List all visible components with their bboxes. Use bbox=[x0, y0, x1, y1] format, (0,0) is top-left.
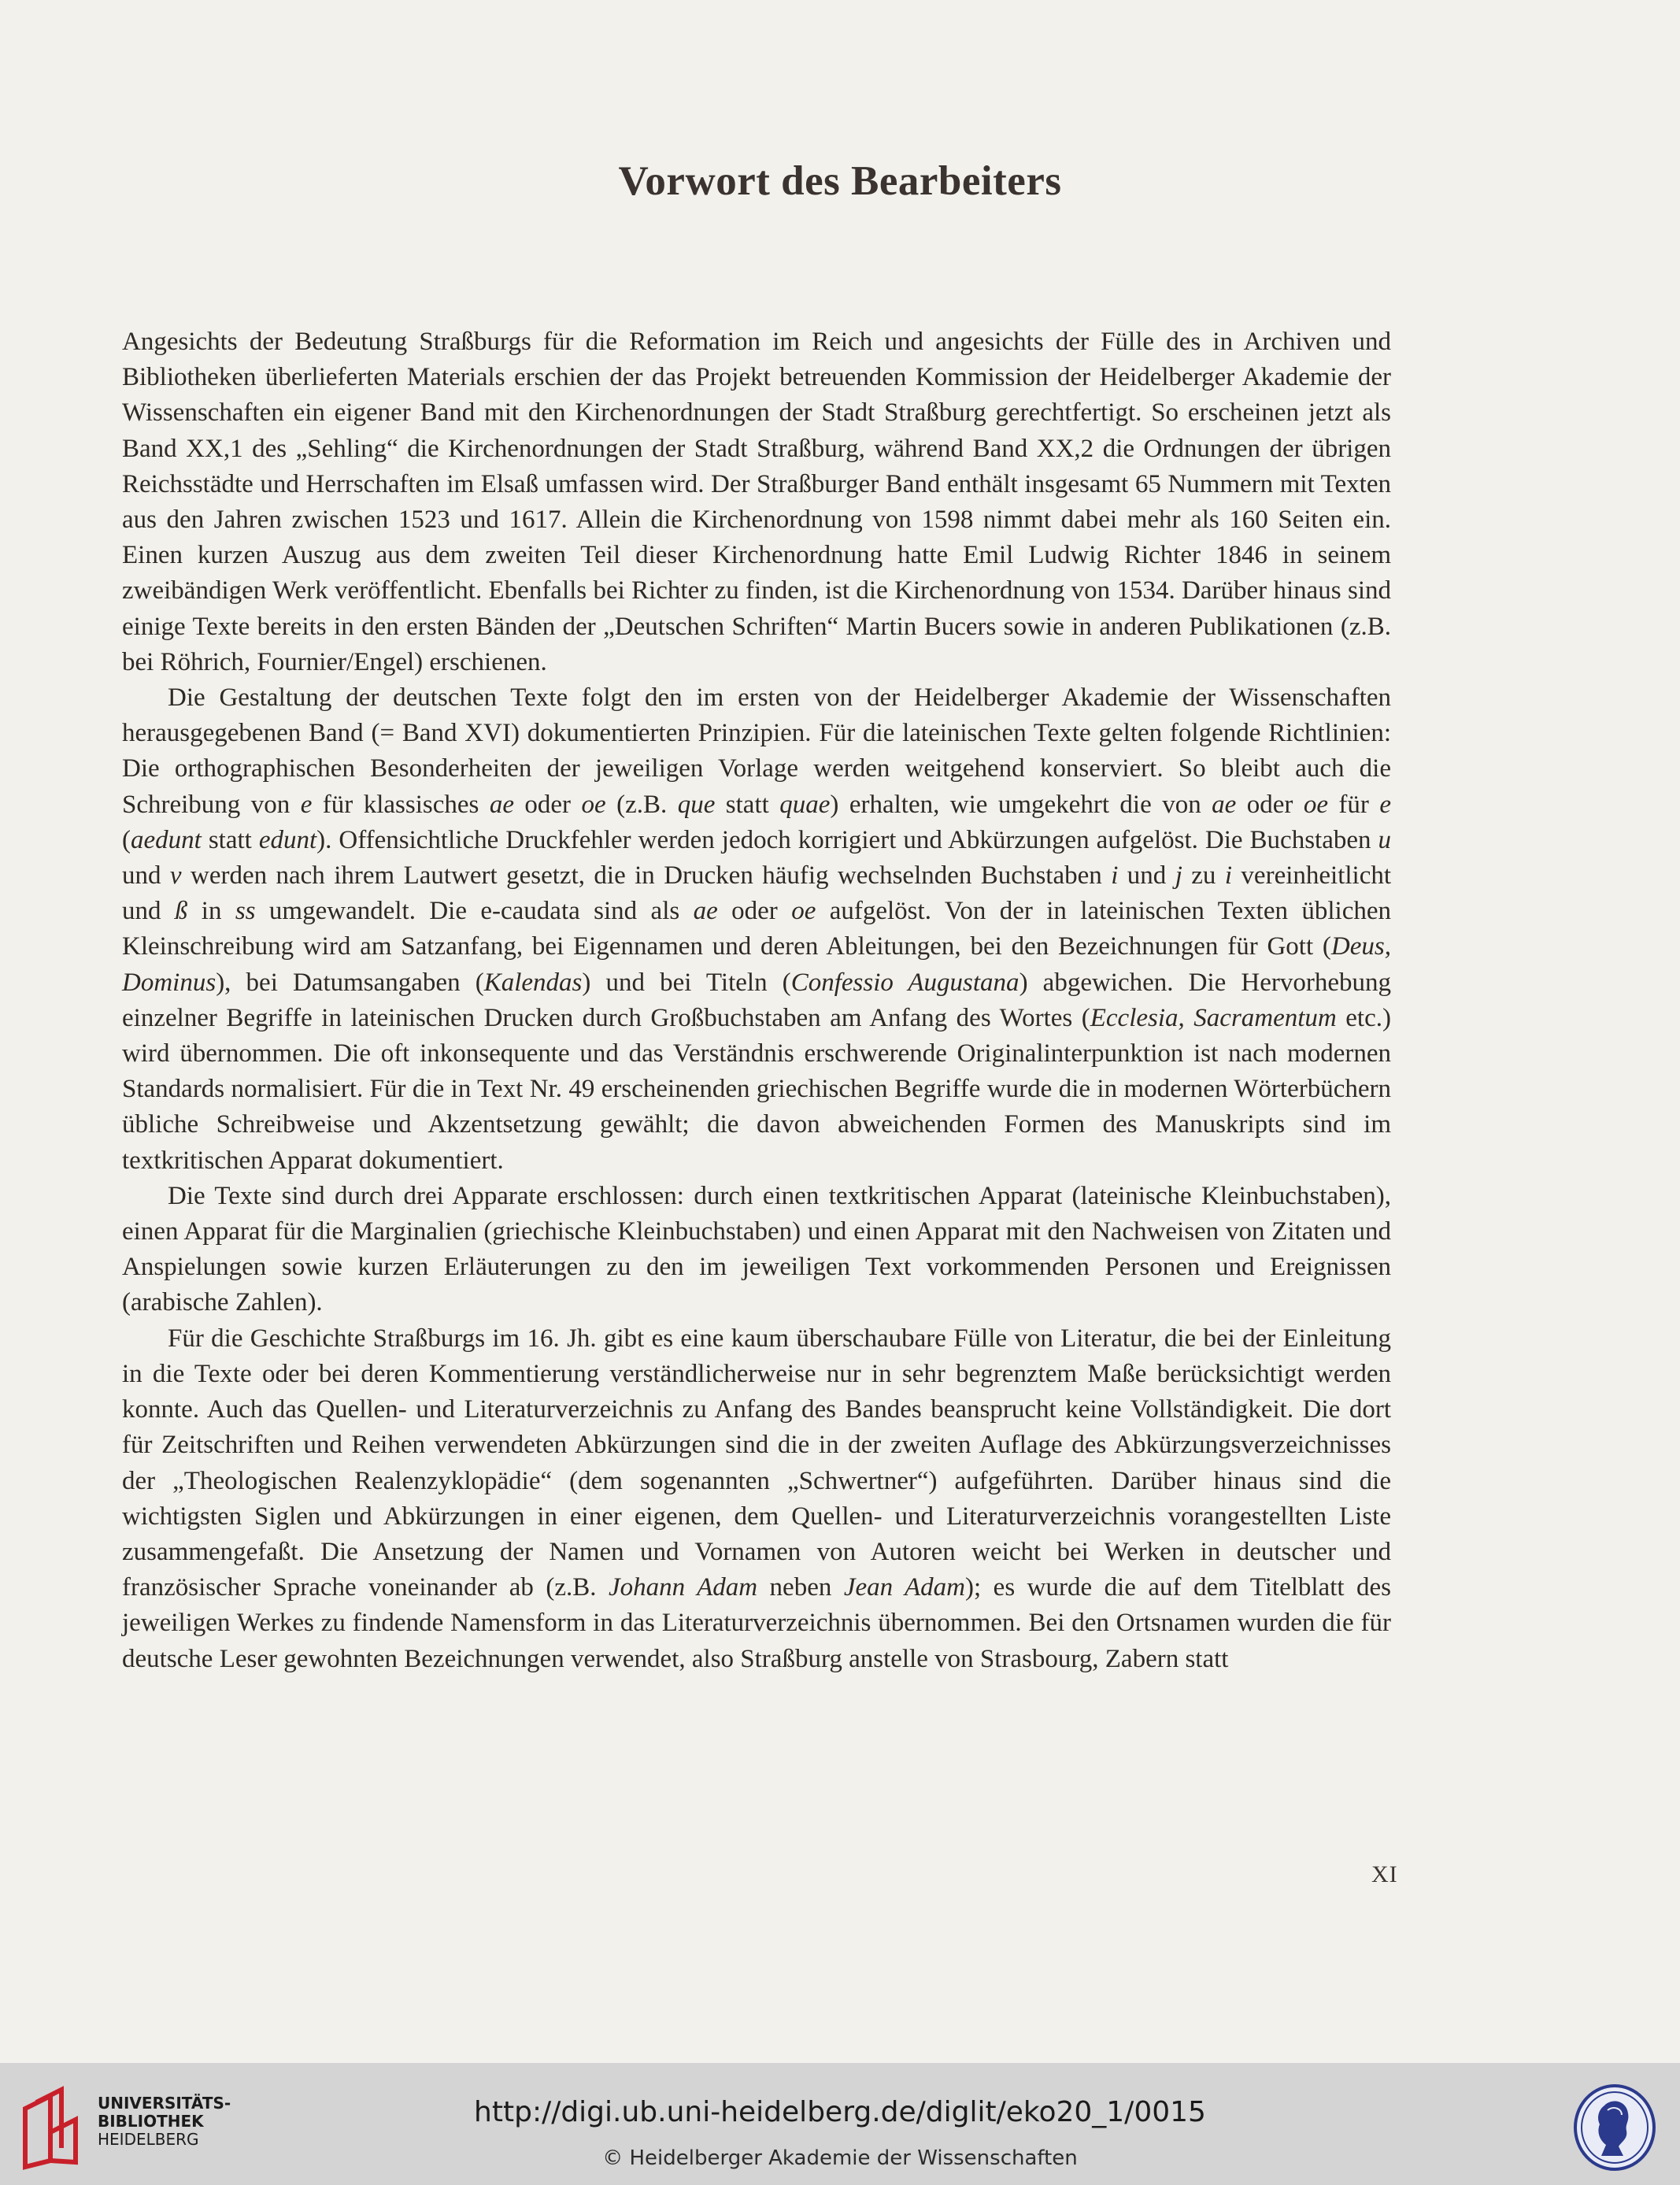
text-run: aufgelöst. Von der in lateinischen Texten üblichen Kleinschreibung wird am Satzanfang, bei Eigennamen und deren Ableitungen, bei den Bezeichnungen für Gott ( bbox=[122, 897, 1392, 961]
page-number: XI bbox=[1371, 1861, 1398, 1887]
text-run: statt bbox=[201, 825, 259, 854]
copyright-notice: © Heidelberger Akademie der Wissenschaften bbox=[602, 2146, 1078, 2170]
text-run: ) und bei Titeln ( bbox=[582, 968, 791, 997]
text-run: ). Offensichtliche Druckfehler werden jedoch korrigiert und Abkürzungen aufgelöst. Die Buchstaben bbox=[316, 825, 1378, 854]
text-run: ) abgewichen. Die Hervorhebung einzelner Begriffe in lateinischen Drucken durch Großbuchstaben am Anfang des Wortes ( bbox=[122, 968, 1391, 1032]
italic-term: ss bbox=[235, 897, 256, 926]
italic-term: ae bbox=[489, 790, 514, 819]
text-run: Die Texte sind durch drei Apparate erschlossen: durch einen textkritischen Apparat (lateinische Kleinbuchstaben), einen Apparat für die Marginalien (griechische Kleinbuchstaben) und einen Apparat mit den Nachweisen von Zitaten und Anspielungen sowie kurzen Erläuterungen zu den im jeweiligen Text vorkommenden Personen und Ereignissen (arabische Zahlen). bbox=[122, 1181, 1391, 1317]
italic-term: quae bbox=[779, 790, 831, 819]
university-seal-icon[interactable] bbox=[1573, 2083, 1656, 2172]
body-paragraph bbox=[122, 1321, 1391, 1677]
text-run: oder bbox=[1236, 790, 1304, 819]
italic-term: oe bbox=[791, 897, 816, 926]
text-run: in bbox=[187, 897, 235, 926]
text-run: oder bbox=[513, 790, 582, 819]
italic-term: oe bbox=[581, 790, 606, 819]
text-run: Angesichts der Bedeutung Straßburgs für die Reformation im Reich und angesichts der Fülle des in Archiven und Bibliotheken überlieferten Materials erschien der das Projekt betreuenden Kommission der Heidelberger Akademie der Wissenschaften ein eigener Band mit den Kirchenordnungen der Stadt Straßburg gerechtfertigt. So erscheinen jetzt als Band XX,1 des „Sehling“ die Kirchenordnungen der Stadt Straßburg, während Band XX,2 die Ordnungen der übrigen Reichsstädte und Herrschaften im Elsaß umfassen wird. Der Straßburger Band enthält insgesamt 65 Nummern mit Texten aus den Jahren zwischen 1523 und 1617. Allein die Kirchenordnung von 1598 nimmt dabei mehr als 160 Seiten ein. Einen kurzen Auszug aus dem zweiten Teil dieser Kirchenordnung hatte Emil Ludwig Richter 1846 in seinem zweibändigen Werk veröffentlicht. Ebenfalls bei Richter zu finden, ist die Kirchenordnung von 1534. Darüber hinaus sind einige Texte bereits in den ersten Bänden der „Deutschen Schriften“ Martin Bucers sowie in anderen Publikationen (z.B. bei Röhrich, Fournier/Engel) erschienen. bbox=[122, 328, 1391, 676]
text-run: ) erhalten, wie umgekehrt die von bbox=[830, 790, 1212, 819]
text-run: neben bbox=[757, 1573, 844, 1602]
body-paragraph bbox=[122, 1179, 1391, 1321]
italic-term: Deus, Dominus bbox=[122, 932, 1391, 997]
italic-term: i bbox=[1224, 861, 1233, 891]
body-text bbox=[122, 324, 1391, 1677]
italic-term: Jean Adam bbox=[843, 1573, 966, 1602]
italic-term: ae bbox=[693, 897, 718, 926]
text-run: umgewandelt. Die e-caudata sind als bbox=[255, 897, 694, 926]
italic-term: ae bbox=[1212, 790, 1237, 819]
italic-term: e bbox=[300, 790, 313, 819]
italic-term: j bbox=[1175, 861, 1182, 891]
italic-term: v bbox=[169, 861, 182, 891]
text-run: (z.B. bbox=[605, 790, 678, 819]
italic-term: Ecclesia, Sacramentum bbox=[1090, 1003, 1337, 1032]
italic-term: Johann Adam bbox=[609, 1573, 758, 1602]
text-run: statt bbox=[715, 790, 780, 819]
italic-term: i bbox=[1111, 861, 1119, 891]
italic-term: aedunt bbox=[131, 825, 202, 854]
text-run: ); es wurde die auf dem Titelblatt des jeweiligen Werkes zu findende Namensform in das Literaturverzeichnis übernommen. Bei den Ortsnamen wurden die für deutsche Leser gewohnten Bezeichnungen verwendet, also Straßburg anstelle von Strasbourg, Zabern statt bbox=[122, 1573, 1392, 1673]
italic-term: edunt bbox=[258, 825, 317, 854]
text-run: Die Gestaltung der deutschen Texte folgt den im ersten von der Heidelberger Akademie der Wissenschaften herausgegebenen Band (= Band XVI) dokumentierten Prinzipien. Für die lateinischen Texte gelten folgende Richtlinien: Die orthographischen Besonderheiten der jeweiligen Vorlage werden weitgehend konserviert. So bleibt auch die Schreibung von bbox=[122, 683, 1391, 819]
text-run: und bbox=[122, 861, 170, 891]
library-name-line: UNIVERSITÄTS- bbox=[98, 2094, 231, 2113]
italic-term: e bbox=[1379, 790, 1392, 819]
text-run: zu bbox=[1182, 861, 1225, 891]
text-run: für klassisches bbox=[312, 790, 490, 819]
library-name-line: BIBLIOTHEK bbox=[98, 2112, 204, 2131]
body-paragraph bbox=[122, 680, 1391, 1179]
italic-term: ß bbox=[174, 897, 188, 926]
text-run: etc.) wird übernommen. Die oft inkonsequente und das Verständnis erschwerende Originalinterpunktion ist nach modernen Standards normalisiert. Für die in Text Nr. 49 erscheinenden griechischen Begriffe wurde die in modernen Wörterbüchern übliche Schreibweise und Akzentsetzung gewählt; die davon abweichenden Formen des Manuskripts sind im textkritischen Apparat dokumentiert. bbox=[122, 1003, 1391, 1175]
text-run: Für die Geschichte Straßburgs im 16. Jh. gibt es eine kaum überschaubare Fülle von Literatur, die bei der Einleitung in die Texte oder bei deren Kommentierung verständlicherweise nur in sehr begrenztem Maße berücksichtigt werden konnte. Auch das Quellen- und Literaturverzeichnis zu Anfang des Bandes beansprucht keine Vollständigkeit. Die dort für Zeitschriften und Reihen verwendeten Abkürzungen sind die in der zweiten Auflage des Abkürzungsverzeichnisses der „Theologischen Realenzyklopädie“ (dem sogenannten „Schwertner“) aufgeführten. Darüber hinaus sind die wichtigsten Siglen und Abkürzungen in einer eigenen, dem Quellen- und Literaturverzeichnis vorangestellten Liste zusammengefaßt. Die Ansetzung der Namen und Vornamen von Autoren weicht bei Werken in deutscher und französischer Sprache voneinander ab (z.B. bbox=[122, 1324, 1391, 1602]
text-run: werden nach ihrem Lautwert gesetzt, die in Drucken häufig wechselnden Buchstaben bbox=[181, 861, 1112, 891]
text-run: für bbox=[1327, 790, 1380, 819]
italic-term: oe bbox=[1303, 790, 1328, 819]
italic-term: Kalendas bbox=[483, 968, 583, 997]
text-run: ), bei Datumsangaben ( bbox=[216, 968, 484, 997]
body-paragraph bbox=[122, 324, 1391, 680]
text-run: und bbox=[1118, 861, 1175, 891]
permalink-url[interactable]: http://digi.ub.uni-heidelberg.de/diglit/eko20_1/0015 bbox=[474, 2096, 1206, 2128]
italic-term: que bbox=[677, 790, 716, 819]
text-run: ( bbox=[122, 825, 131, 854]
library-name-line: HEIDELBERG bbox=[98, 2130, 199, 2149]
italic-term: Confessio Augustana bbox=[790, 968, 1019, 997]
viewer-footer bbox=[0, 2063, 1680, 2185]
page-title: Vorwort des Bearbeiters bbox=[618, 158, 1062, 204]
italic-term: u bbox=[1378, 825, 1392, 854]
text-run: vereinheitlicht und bbox=[122, 861, 1392, 926]
text-run: oder bbox=[717, 897, 792, 926]
